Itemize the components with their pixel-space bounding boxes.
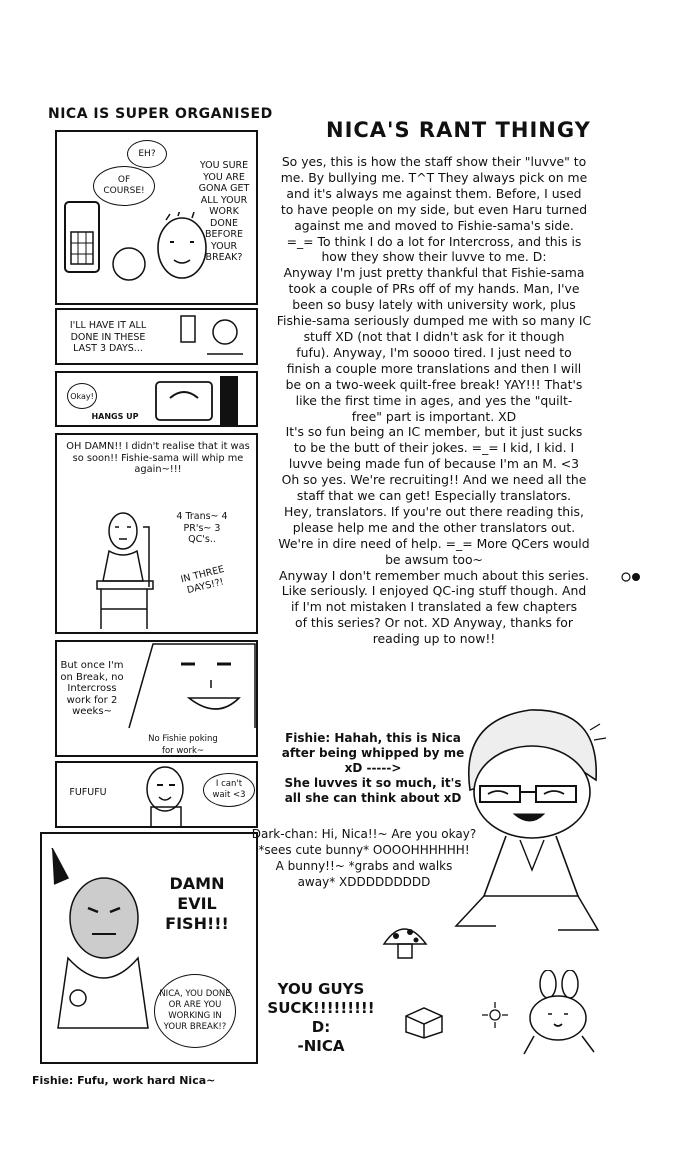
happy-face-drawing	[127, 642, 257, 732]
rant-title: NICA'S RANT THINGY	[326, 118, 591, 142]
flower-doodle	[480, 1000, 510, 1030]
comic-panel-2	[55, 308, 258, 365]
bunny-drawing	[512, 970, 602, 1060]
eh-bubble: EH?	[127, 140, 167, 168]
strip-title: NICA IS SUPER ORGANISED	[48, 106, 273, 122]
comic-panel-1	[55, 130, 258, 305]
angry-nica-drawing	[48, 848, 158, 1048]
comic-panel-3	[55, 371, 258, 427]
hangs-up-text: HANGS UP	[91, 412, 139, 421]
nica-face-drawing	[152, 212, 212, 282]
comic-panel-7	[40, 832, 258, 1064]
doodle-mark	[620, 569, 644, 585]
three-days-text: IN THREE DAYS!?!	[179, 563, 226, 596]
dark-chan-note: Dark-chan: Hi, Nica!!~ Are you okay? *sees cute bunny* OOOOHHHHHH! A bunny!!~ *grabs and walks away* XDDDDDDDDD	[251, 827, 477, 889]
giggle-drawing	[121, 763, 201, 828]
of-course-bubble: OF COURSE!	[93, 166, 155, 206]
but-once-text: But once I'm on Break, no Intercross work for 2 weeks~	[60, 660, 124, 717]
comic-panel-4	[55, 433, 258, 634]
you-sure-text: YOU SURE YOU ARE GONA GET ALL YOUR WORK DONE BEFORE YOUR BREAK?	[198, 160, 250, 263]
cant-wait-bubble: I can't wait <3	[203, 773, 255, 807]
comic-panel-6	[55, 761, 258, 828]
okay-bubble: Okay!	[67, 383, 97, 409]
fufufu-text: FUFUFU	[69, 787, 107, 798]
damn-evil-fish-text: DAMN EVIL FISH!!!	[165, 874, 229, 933]
phone-hangup-drawing	[177, 314, 247, 364]
you-guys-note: YOU GUYS SUCK!!!!!!!!! D: -NICA	[267, 980, 375, 1055]
comic-panel-5	[55, 640, 258, 757]
box-drawing	[402, 1004, 446, 1040]
task-list-text: 4 Trans~ 4 PR's~ 3 QC's..	[176, 511, 228, 545]
nica-you-done-bubble: NICA, YOU DONE OR ARE YOU WORKING IN YOUR BREAK!?	[154, 974, 236, 1048]
rant-body: So yes, this is how the staff show their "luvve" to me. By bullying me. T^T They always pick on me and it's always me against them. Before, I used to have people on my side, but even Haru turned against me and moved to Fishie-sama's side. =_= To think I do a lot for Intercross, and this is how they show their luvve to me. D: Anyway I'm just pretty thankful that Fishie-sama took a couple of PRs off of my hands. Man, I've been so busy lately with university work, plus Fishie-sama seriously dumped me with so many IC stuff XD (not that I didn't ask for it though fufu). Anyway, I'm soooo tired. I just need to finish a couple more translations and then I will be on a two-week quilt-free break! YAY!!! That's like the first time in ages, and yes the "quilt- free" part is important. XD It's so fun being an IC member, but it just sucks to be the butt of their jokes. =_= I kid, I kid. I luvve being made fun of because I'm an M. <3 Oh so yes. We're recruiting!! And we need all the staff that we can get! Especially translators. Hey, translators. If you're out there reading this, please help me and the other translators out. We're in dire need of help. =_= More QCers would be awsum too~ Anyway I don't remember much about this series. Like seriously. I enjoyed QC-ing stuff though. And if I'm not mistaken I translated a few chapters of this series? Or not. XD Anyway, thanks for reading up to now!!	[276, 154, 592, 647]
mushroom-drawing	[380, 918, 430, 968]
strip-caption: Fishie: Fufu, work hard Nica~	[32, 1074, 216, 1087]
no-fishie-text: No Fishie poking for work~	[148, 734, 218, 756]
have-it-done-text: I'LL HAVE IT ALL DONE IN THESE LAST 3 DAYS...	[69, 320, 147, 354]
phone-receiver-drawing	[152, 376, 242, 426]
nica-chair-drawing	[87, 507, 167, 632]
chibi-nica-illustration	[440, 700, 630, 940]
phone-drawing	[59, 192, 149, 302]
oh-damn-text: OH DAMN!! I didn't realise that it was so soon!! Fishie-sama will whip me again~!!!	[66, 441, 250, 475]
fishie-note: Fishie: Hahah, this is Nica after being whipped by me xD -----> She luvves it so much, it's all she can think about xD	[281, 731, 465, 805]
